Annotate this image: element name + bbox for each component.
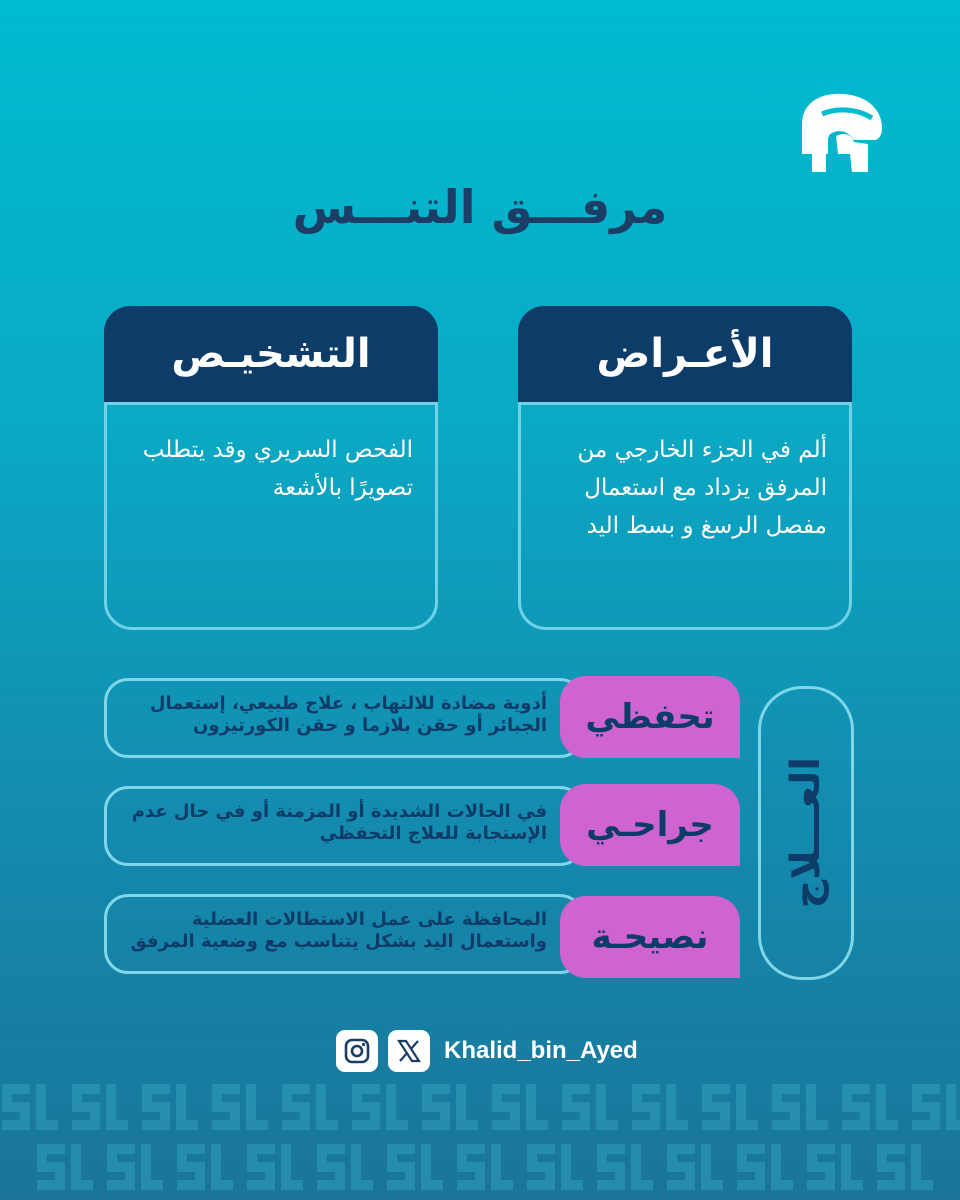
treatment-conservative-label: تحفظي — [560, 676, 740, 758]
social-handle[interactable]: Khalid_bin_Ayed — [444, 1037, 638, 1064]
instagram-icon[interactable] — [336, 1030, 378, 1072]
page-title: مرفـــق التنـــس — [292, 180, 668, 234]
treatment-advice-text: المحافظة على عمل الاستطالات العضلية واستعمال اليد بشكل يتناسب مع وضعية المرفق — [104, 894, 584, 974]
social-bar — [336, 1030, 638, 1072]
symptoms-heading: الأعـراض — [518, 306, 852, 402]
treatment-surgical-label: جراحـي — [560, 784, 740, 866]
decorative-pattern — [0, 1080, 960, 1200]
symptoms-text: ألم في الجزء الخارجي من المرفق يزداد مع استعمال مفصل الرسغ و بسط اليد — [518, 402, 852, 630]
diagnosis-text: الفحص السريري وقد يتطلب تصويرًا بالأشعة — [104, 402, 438, 630]
treatment-label-box — [758, 686, 854, 980]
treatment-conservative-text: أدوية مضادة للالتهاب ، علاج طبيعي، إستعمال الجبائر أو حقن بلازما و حقن الكورتيزون — [104, 678, 584, 758]
treatment-heading: العـــلاج — [783, 757, 829, 909]
treatment-surgical-text: في الحالات الشديدة أو المزمنة أو في حال عدم الإستجابة للعلاج التحفظي — [104, 786, 584, 866]
x-icon[interactable] — [388, 1030, 430, 1072]
diagnosis-heading: التشخيـص — [104, 306, 438, 402]
clinic-logo — [792, 84, 888, 176]
treatment-advice-label: نصيحـة — [560, 896, 740, 978]
